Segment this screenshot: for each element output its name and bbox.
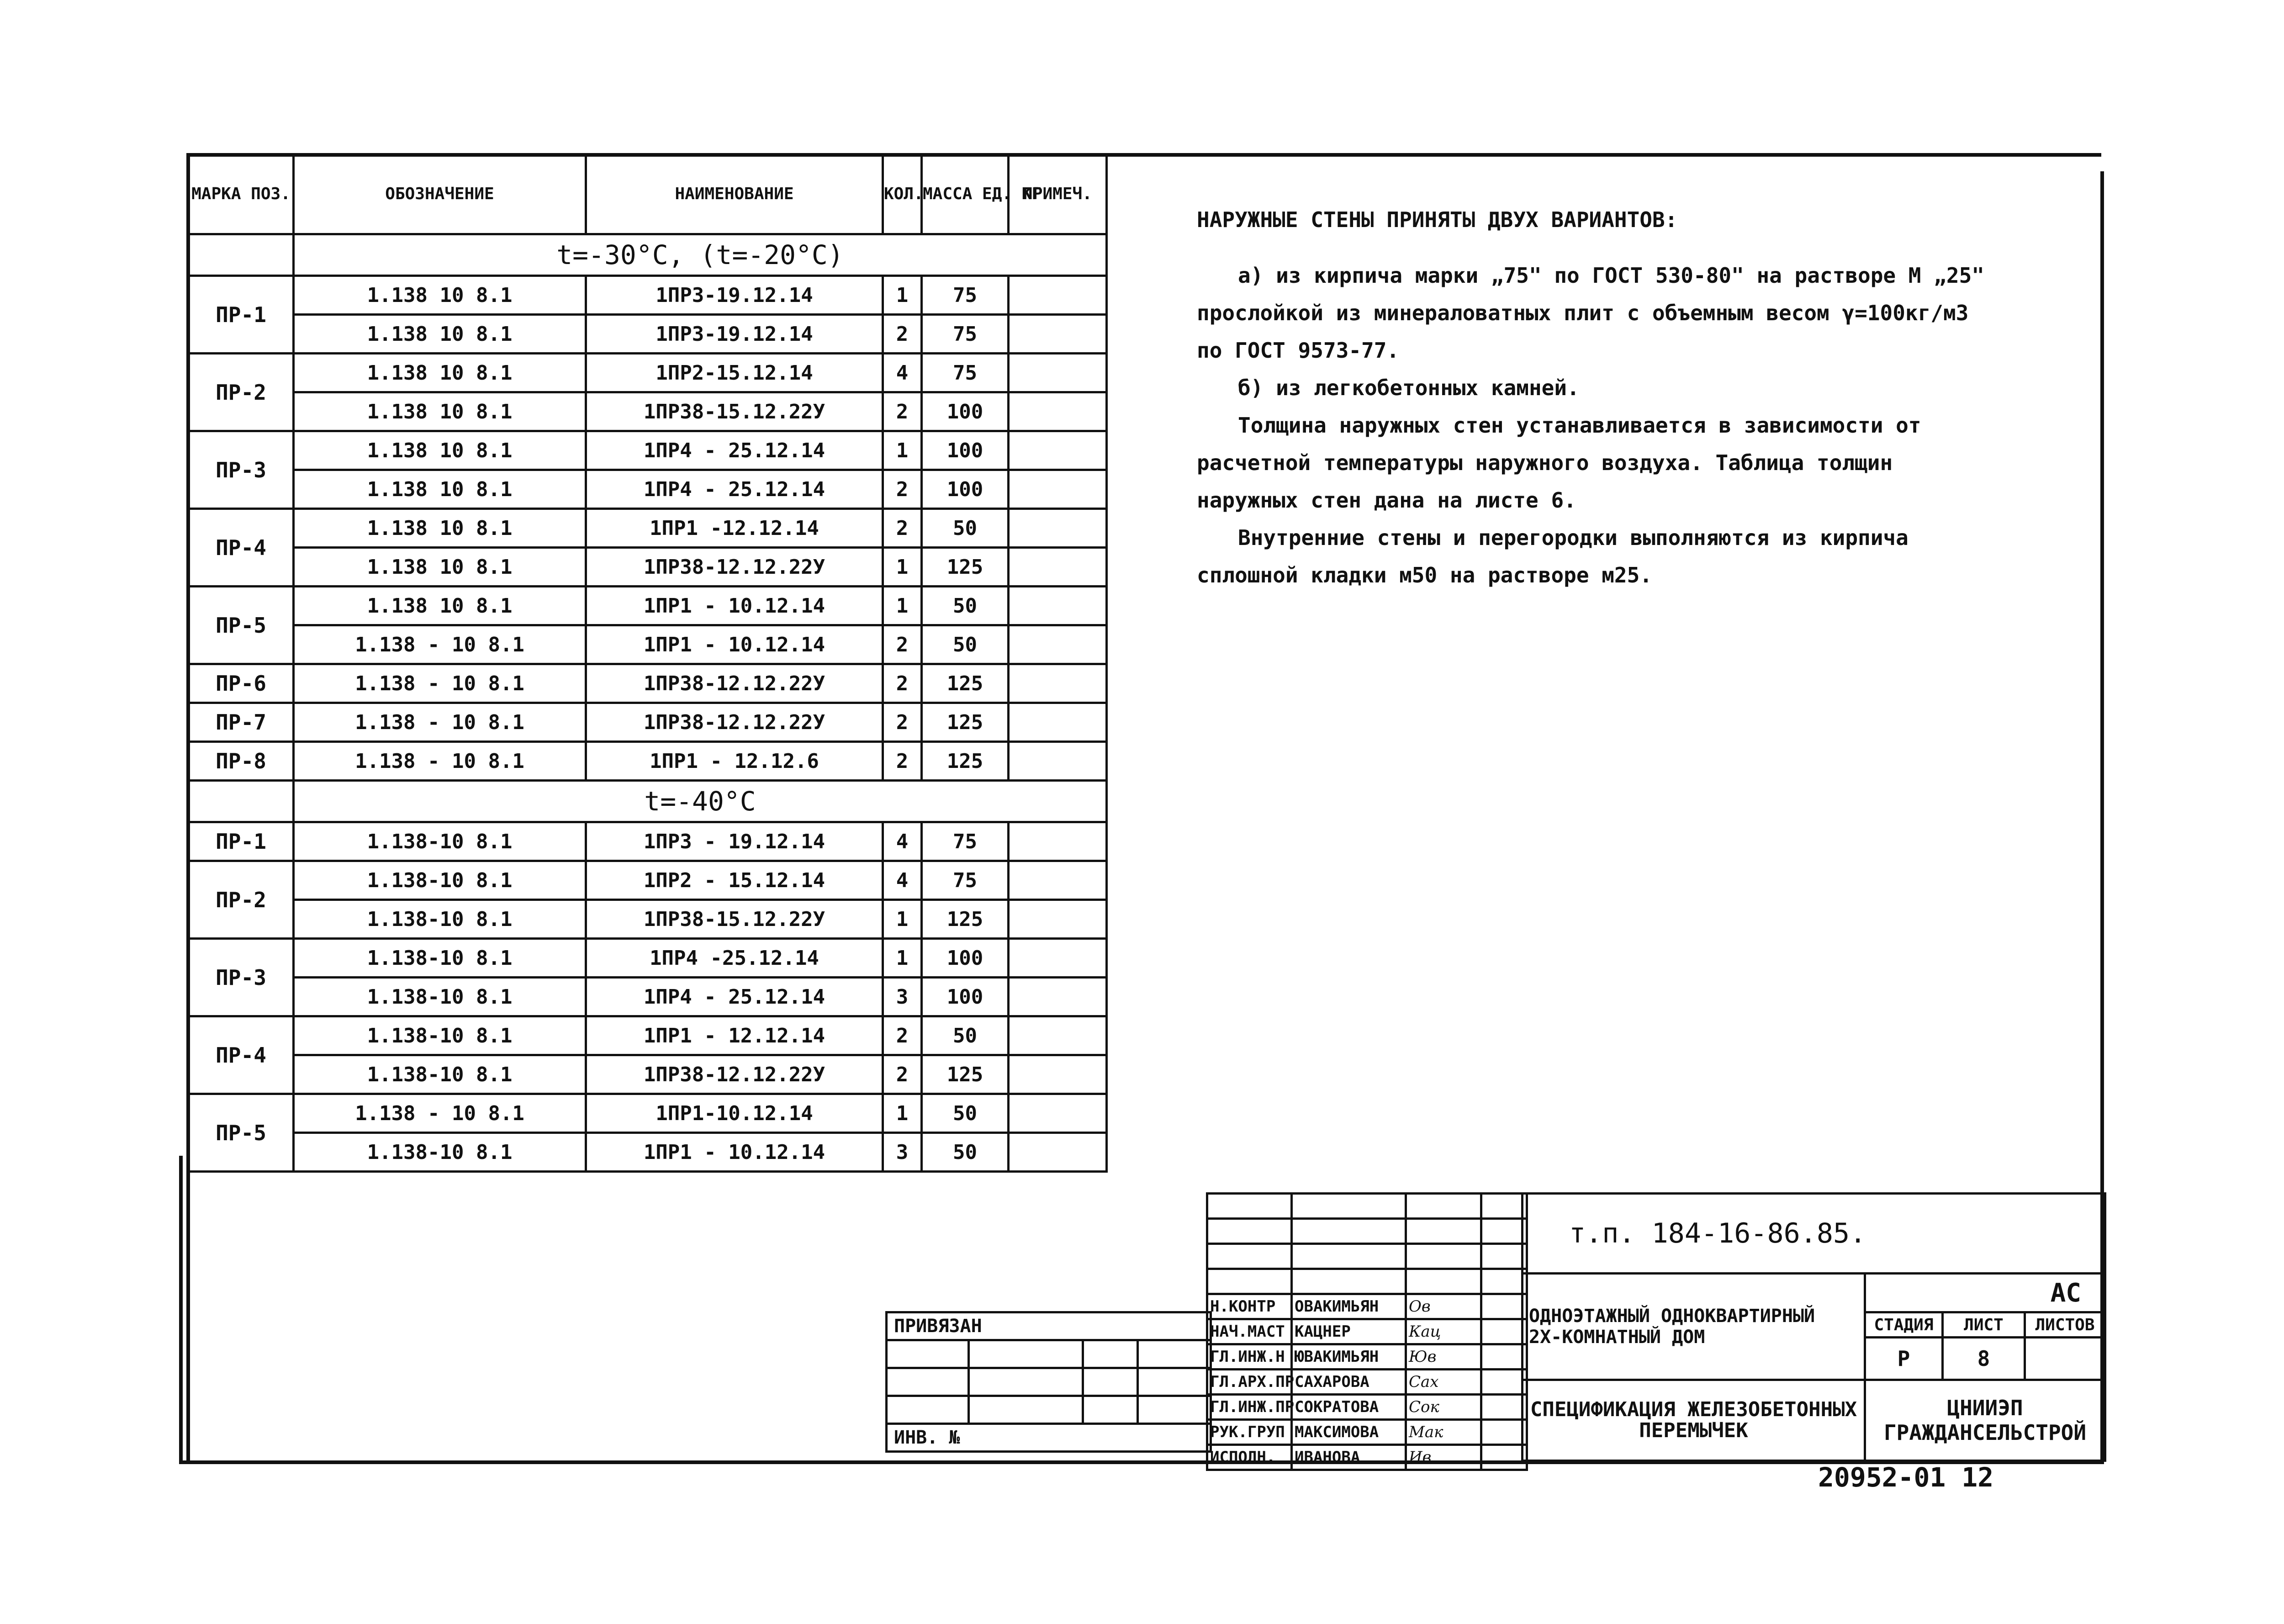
- cell-designation: 1.138 10 8.1: [294, 470, 586, 509]
- signatory-role: Н.КОНТР: [1207, 1294, 1292, 1319]
- cell-note: [1009, 276, 1107, 315]
- table-row: [189, 861, 1107, 900]
- signature: Мак: [1406, 1420, 1481, 1445]
- table-row: [189, 392, 1107, 431]
- cell-qty: 4: [883, 822, 922, 861]
- cell-note: [1009, 509, 1107, 548]
- inventory-number-label: ИНВ. №: [887, 1424, 1211, 1452]
- binding-block: [885, 1311, 1212, 1453]
- stage-label: СТАДИЯ: [1865, 1312, 1943, 1338]
- table-row: [189, 900, 1107, 939]
- table-row: [189, 1016, 1107, 1055]
- table-row: [189, 978, 1107, 1016]
- cell-mass: 75: [922, 315, 1009, 354]
- signatory-date: [1481, 1370, 1527, 1395]
- cell-note: [1009, 939, 1107, 978]
- signatory-row: [1207, 1370, 1527, 1395]
- cell-mass: 50: [922, 625, 1009, 664]
- signatories-block: [1206, 1192, 1528, 1471]
- signatory-date: [1481, 1420, 1527, 1445]
- table-row: [189, 276, 1107, 315]
- cell-designation: 1.138 - 10 8.1: [294, 703, 586, 742]
- cell-note: [1009, 664, 1107, 703]
- cell-designation: 1.138 10 8.1: [294, 509, 586, 548]
- signatory-row: [1207, 1395, 1527, 1420]
- cell-mark: ПР-1: [189, 822, 294, 861]
- table-row: [189, 1133, 1107, 1172]
- cell-note: [1009, 1133, 1107, 1172]
- cell-mark: ПР-1: [189, 276, 294, 354]
- cell-name: 1ПР1 - 12.12.6: [586, 742, 883, 781]
- cell-qty: 2: [883, 315, 922, 354]
- signature: Кац: [1406, 1319, 1481, 1344]
- table-row: [189, 664, 1107, 703]
- sheet-value: 8: [1943, 1338, 2025, 1380]
- table-row: [189, 431, 1107, 470]
- cell-mass: 50: [922, 1133, 1009, 1172]
- cell-qty: 2: [883, 509, 922, 548]
- project-code: т.п. 184-16-86.85.: [1523, 1194, 2105, 1274]
- cell-name: 1ПР38-12.12.22У: [586, 1055, 883, 1094]
- cell-mass: 75: [922, 822, 1009, 861]
- cell-name: 1ПР38-15.12.22У: [586, 900, 883, 939]
- cell-mark: ПР-8: [189, 742, 294, 781]
- table-row: [189, 1094, 1107, 1133]
- cell-designation: 1.138 10 8.1: [294, 276, 586, 315]
- cell-name: 1ПР4 -25.12.14: [586, 939, 883, 978]
- col-header-qty: КОЛ.: [883, 154, 922, 234]
- cell-mark: ПР-2: [189, 861, 294, 939]
- signatory-row: [1207, 1420, 1527, 1445]
- cell-qty: 2: [883, 392, 922, 431]
- col-header-mark: МАРКА ПОЗ.: [189, 154, 294, 234]
- table-row: [189, 587, 1107, 625]
- signatory-name: ОВАКИМЬЯН: [1292, 1294, 1406, 1319]
- cell-note: [1009, 625, 1107, 664]
- signatory-name: ИВАНОВА: [1292, 1445, 1406, 1470]
- document-number: 20952-01 12: [1818, 1462, 1994, 1493]
- cell-qty: 1: [883, 431, 922, 470]
- cell-mark: ПР-5: [189, 587, 294, 664]
- signatory-date: [1481, 1344, 1527, 1370]
- signature: Ов: [1406, 1294, 1481, 1319]
- cell-note: [1009, 978, 1107, 1016]
- cell-name: 1ПР4 - 25.12.14: [586, 978, 883, 1016]
- cell-name: 1ПР1 - 10.12.14: [586, 1133, 883, 1172]
- notes-line: а) из кирпича марки „75" по ГОСТ 530-80" на растворе М „25": [1238, 263, 1984, 288]
- cell-note: [1009, 470, 1107, 509]
- cell-note: [1009, 703, 1107, 742]
- cell-designation: 1.138-10 8.1: [294, 1016, 586, 1055]
- cell-designation: 1.138 10 8.1: [294, 354, 586, 392]
- table-row: [189, 822, 1107, 861]
- cell-name: 1ПР2 - 15.12.14: [586, 861, 883, 900]
- cell-qty: 2: [883, 625, 922, 664]
- cell-mass: 50: [922, 587, 1009, 625]
- cell-designation: 1.138 10 8.1: [294, 587, 586, 625]
- cell-designation: 1.138-10 8.1: [294, 978, 586, 1016]
- cell-name: 1ПР3-19.12.14: [586, 315, 883, 354]
- cell-mark: ПР-4: [189, 1016, 294, 1094]
- table-row: [189, 742, 1107, 781]
- cell-designation: 1.138-10 8.1: [294, 1055, 586, 1094]
- notes-line: расчетной температуры наружного воздуха. Таблица толщин: [1197, 450, 1893, 475]
- cell-mass: 100: [922, 470, 1009, 509]
- signatory-role: РУК.ГРУП: [1207, 1420, 1292, 1445]
- cell-designation: 1.138-10 8.1: [294, 900, 586, 939]
- cell-mark: ПР-4: [189, 509, 294, 587]
- cell-note: [1009, 548, 1107, 587]
- cell-qty: 1: [883, 939, 922, 978]
- cell-note: [1009, 1016, 1107, 1055]
- notes-line: Внутренние стены и перегородки выполняются из кирпича: [1238, 525, 1909, 550]
- cell-qty: 1: [883, 1094, 922, 1133]
- cell-name: 1ПР4 - 25.12.14: [586, 431, 883, 470]
- signatory-date: [1481, 1319, 1527, 1344]
- signatory-row: [1207, 1445, 1527, 1470]
- cell-mark: ПР-2: [189, 354, 294, 431]
- binding-margin-mark: [179, 1156, 183, 1462]
- signatory-role: ГЛ.ИНЖ.ПР: [1207, 1395, 1292, 1420]
- cell-mass: 100: [922, 392, 1009, 431]
- cell-qty: 1: [883, 276, 922, 315]
- cell-mass: 75: [922, 861, 1009, 900]
- cell-name: 1ПР4 - 25.12.14: [586, 470, 883, 509]
- bound-label: ПРИВЯЗАН: [887, 1312, 1211, 1340]
- table-row: [189, 625, 1107, 664]
- cell-mass: 125: [922, 1055, 1009, 1094]
- section-title-row: [189, 234, 1107, 276]
- signature: Юв: [1406, 1344, 1481, 1370]
- cell-qty: 2: [883, 703, 922, 742]
- spec-header-row: [189, 154, 1107, 234]
- cell-qty: 2: [883, 1055, 922, 1094]
- signatory-name: МАКСИМОВА: [1292, 1420, 1406, 1445]
- table-row: [189, 548, 1107, 587]
- signatory-role: ГЛ.АРХ.ПР: [1207, 1370, 1292, 1395]
- cell-designation: 1.138 - 10 8.1: [294, 625, 586, 664]
- cell-mass: 75: [922, 354, 1009, 392]
- cell-mass: 100: [922, 431, 1009, 470]
- section-title: t=-40°C: [294, 781, 1107, 822]
- cell-mark: ПР-6: [189, 664, 294, 703]
- signatory-name: КАЦНЕР: [1292, 1319, 1406, 1344]
- cell-qty: 3: [883, 1133, 922, 1172]
- cell-qty: 4: [883, 354, 922, 392]
- signatory-date: [1481, 1294, 1527, 1319]
- cell-designation: 1.138-10 8.1: [294, 822, 586, 861]
- section-title: t=-30°C, (t=-20°C): [294, 234, 1107, 276]
- cell-designation: 1.138-10 8.1: [294, 861, 586, 900]
- cell-mark: ПР-5: [189, 1094, 294, 1172]
- signatory-date: [1481, 1395, 1527, 1420]
- table-row: [189, 703, 1107, 742]
- section-title-row: [189, 781, 1107, 822]
- cell-mass: 50: [922, 1016, 1009, 1055]
- cell-mass: 50: [922, 509, 1009, 548]
- notes-line: б) из легкобетонных камней.: [1238, 376, 1580, 400]
- cell-qty: 1: [883, 548, 922, 587]
- cell-note: [1009, 1055, 1107, 1094]
- notes-line: НАРУЖНЫЕ СТЕНЫ ПРИНЯТЫ ДВУХ ВАРИАНТОВ:: [1197, 207, 1678, 232]
- notes-line: Толщина наружных стен устанавливается в зависимости от: [1238, 413, 1921, 438]
- project-title: ОДНОЭТАЖНЫЙ ОДНОКВАРТИРНЫЙ 2Х-КОМНАТНЫЙ ДОМ: [1523, 1274, 1865, 1380]
- cell-note: [1009, 822, 1107, 861]
- signature: Сах: [1406, 1370, 1481, 1395]
- signatory-row: [1207, 1344, 1527, 1370]
- cell-name: 1ПР38-12.12.22У: [586, 664, 883, 703]
- signatory-name: САХАРОВА: [1292, 1370, 1406, 1395]
- cell-name: 1ПР38-12.12.22У: [586, 548, 883, 587]
- sheets-value: [2025, 1338, 2105, 1380]
- cell-note: [1009, 392, 1107, 431]
- section-code: АС: [1865, 1274, 2105, 1312]
- cell-name: 1ПР1 -12.12.14: [586, 509, 883, 548]
- cell-note: [1009, 354, 1107, 392]
- signature: Сок: [1406, 1395, 1481, 1420]
- signatory-name: СОКРАТОВА: [1292, 1395, 1406, 1420]
- cell-name: 1ПР2-15.12.14: [586, 354, 883, 392]
- cell-mark: ПР-3: [189, 939, 294, 1016]
- organization-name: ЦНИИЭП ГРАЖДАНСЕЛЬСТРОЙ: [1865, 1380, 2105, 1460]
- cell-name: 1ПР1 - 10.12.14: [586, 587, 883, 625]
- notes-line: прослойкой из минераловатных плит с объемным весом γ=100кг/м3: [1197, 301, 1969, 325]
- sheets-label: ЛИСТОВ: [2025, 1312, 2105, 1338]
- sheet-label: ЛИСТ: [1943, 1312, 2025, 1338]
- cell-designation: 1.138 10 8.1: [294, 392, 586, 431]
- cell-mark: ПР-3: [189, 431, 294, 509]
- signatory-role: ГЛ.ИНЖ.Н: [1207, 1344, 1292, 1370]
- table-row: [189, 509, 1107, 548]
- cell-note: [1009, 587, 1107, 625]
- cell-mass: 125: [922, 664, 1009, 703]
- cell-name: 1ПР38-12.12.22У: [586, 703, 883, 742]
- signatory-date: [1481, 1445, 1527, 1470]
- cell-mass: 125: [922, 548, 1009, 587]
- col-header-name: НАИМЕНОВАНИЕ: [586, 154, 883, 234]
- cell-designation: 1.138 10 8.1: [294, 315, 586, 354]
- signatory-row: [1207, 1294, 1527, 1319]
- col-header-note: ПРИМЕЧ.: [1009, 154, 1107, 234]
- cell-mass: 125: [922, 703, 1009, 742]
- cell-name: 1ПР3-19.12.14: [586, 276, 883, 315]
- cell-mark: ПР-7: [189, 703, 294, 742]
- col-header-designation: ОБОЗНАЧЕНИЕ: [294, 154, 586, 234]
- cell-qty: 2: [883, 1016, 922, 1055]
- cell-mass: 75: [922, 276, 1009, 315]
- cell-qty: 3: [883, 978, 922, 1016]
- cell-name: 1ПР3 - 19.12.14: [586, 822, 883, 861]
- cell-mass: 50: [922, 1094, 1009, 1133]
- table-row: [189, 315, 1107, 354]
- cell-qty: 4: [883, 861, 922, 900]
- general-notes: [1197, 201, 2065, 594]
- cell-qty: 2: [883, 742, 922, 781]
- cell-qty: 1: [883, 900, 922, 939]
- signatory-name: ЮВАКИМЬЯН: [1292, 1344, 1406, 1370]
- cell-note: [1009, 742, 1107, 781]
- signatory-role: ИСПОЛН.: [1207, 1445, 1292, 1470]
- cell-name: 1ПР1 - 10.12.14: [586, 625, 883, 664]
- notes-line: по ГОСТ 9573-77.: [1197, 338, 1400, 363]
- cell-note: [1009, 861, 1107, 900]
- cell-name: 1ПР38-15.12.22У: [586, 392, 883, 431]
- col-header-mass: МАССА ЕД. КГ: [922, 154, 1009, 234]
- cell-note: [1009, 1094, 1107, 1133]
- table-row: [189, 939, 1107, 978]
- cell-mass: 125: [922, 900, 1009, 939]
- cell-qty: 2: [883, 470, 922, 509]
- cell-note: [1009, 900, 1107, 939]
- cell-designation: 1.138 - 10 8.1: [294, 664, 586, 703]
- table-row: [189, 354, 1107, 392]
- cell-qty: 2: [883, 664, 922, 703]
- drawing-title: СПЕЦИФИКАЦИЯ ЖЕЛЕЗОБЕТОННЫХ ПЕРЕМЫЧЕК: [1523, 1380, 1865, 1460]
- cell-note: [1009, 431, 1107, 470]
- signatory-row: [1207, 1319, 1527, 1344]
- signatory-role: НАЧ.МАСТ: [1207, 1319, 1292, 1344]
- table-row: [189, 470, 1107, 509]
- stage-value: Р: [1865, 1338, 1943, 1380]
- cell-qty: 1: [883, 587, 922, 625]
- signature: Ив: [1406, 1445, 1481, 1470]
- cell-name: 1ПР1 - 12.12.14: [586, 1016, 883, 1055]
- cell-name: 1ПР1-10.12.14: [586, 1094, 883, 1133]
- table-row: [189, 1055, 1107, 1094]
- cell-designation: 1.138-10 8.1: [294, 1133, 586, 1172]
- cell-mass: 100: [922, 978, 1009, 1016]
- cell-designation: 1.138 10 8.1: [294, 548, 586, 587]
- cell-mass: 125: [922, 742, 1009, 781]
- cell-designation: 1.138 - 10 8.1: [294, 1094, 586, 1133]
- title-block: [1521, 1192, 2106, 1462]
- specification-table: [187, 153, 1108, 1173]
- cell-designation: 1.138-10 8.1: [294, 939, 586, 978]
- cell-note: [1009, 315, 1107, 354]
- cell-designation: 1.138 10 8.1: [294, 431, 586, 470]
- notes-line: сплошной кладки м50 на растворе м25.: [1197, 563, 1652, 587]
- cell-mass: 100: [922, 939, 1009, 978]
- notes-line: наружных стен дана на листе 6.: [1197, 488, 1576, 513]
- cell-designation: 1.138 - 10 8.1: [294, 742, 586, 781]
